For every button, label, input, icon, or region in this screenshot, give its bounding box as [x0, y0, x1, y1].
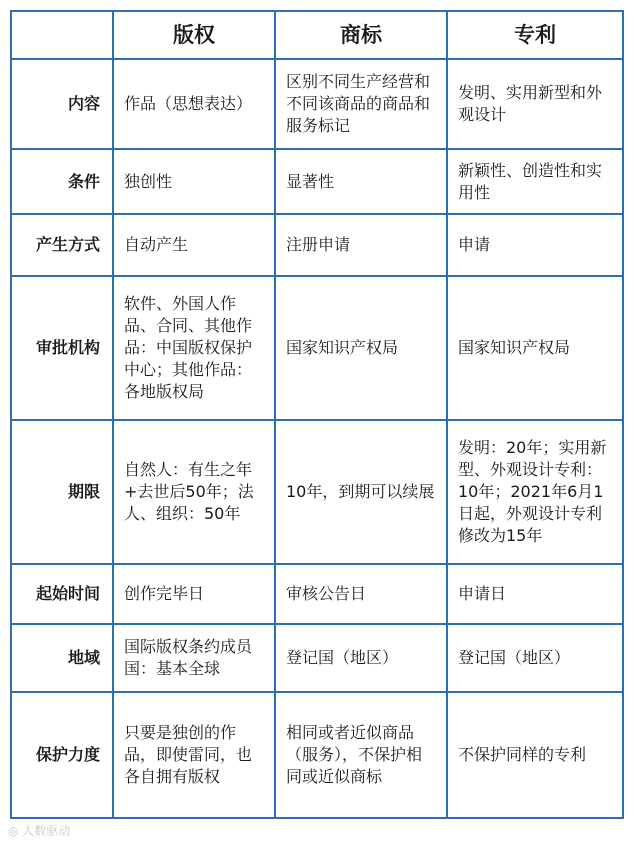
header-trademark: 商标	[275, 11, 447, 59]
table-row	[11, 692, 623, 818]
header-patent: 专利	[447, 11, 623, 59]
watermark-text: 人数驱动	[22, 824, 71, 838]
trademark-cell: 注册申请	[275, 214, 447, 276]
table-row	[11, 564, 623, 624]
copyright-cell: 创作完毕日	[113, 564, 275, 624]
watermark	[8, 822, 70, 839]
header-copyright: 版权	[113, 11, 275, 59]
trademark-cell: 国家知识产权局	[275, 276, 447, 420]
header-row	[11, 11, 623, 59]
table-row	[11, 420, 623, 564]
patent-cell: 新颖性、创造性和实用性	[447, 149, 623, 214]
patent-cell: 申请	[447, 214, 623, 276]
table-row	[11, 276, 623, 420]
patent-cell: 申请日	[447, 564, 623, 624]
row-label: 起始时间	[11, 564, 113, 624]
patent-cell: 发明、实用新型和外观设计	[447, 59, 623, 149]
row-label: 审批机构	[11, 276, 113, 420]
copyright-cell: 自然人：有生之年+去世后50年；法人、组织：50年	[113, 420, 275, 564]
trademark-cell: 审核公告日	[275, 564, 447, 624]
watermark-logo-icon: ◎	[8, 824, 23, 838]
row-label: 期限	[11, 420, 113, 564]
table-row	[11, 624, 623, 692]
row-label: 内容	[11, 59, 113, 149]
header-blank-cell	[11, 11, 113, 59]
copyright-cell: 作品（思想表达）	[113, 59, 275, 149]
patent-cell: 国家知识产权局	[447, 276, 623, 420]
copyright-cell: 软件、外国人作品、合同、其他作品：中国版权保护中心；其他作品：各地版权局	[113, 276, 275, 420]
trademark-cell: 显著性	[275, 149, 447, 214]
trademark-cell: 相同或者近似商品（服务），不保护相同或近似商标	[275, 692, 447, 818]
copyright-cell: 自动产生	[113, 214, 275, 276]
comparison-table	[10, 10, 624, 819]
patent-cell: 发明：20年；实用新型、外观设计专利：10年；2021年6月1日起，外观设计专利修改为15年	[447, 420, 623, 564]
row-label: 条件	[11, 149, 113, 214]
copyright-cell: 只要是独创的作品，即使雷同，也各自拥有版权	[113, 692, 275, 818]
row-label: 产生方式	[11, 214, 113, 276]
trademark-cell: 登记国（地区）	[275, 624, 447, 692]
table-row	[11, 214, 623, 276]
copyright-cell: 独创性	[113, 149, 275, 214]
copyright-cell: 国际版权条约成员国：基本全球	[113, 624, 275, 692]
patent-cell: 登记国（地区）	[447, 624, 623, 692]
trademark-cell: 10年，到期可以续展	[275, 420, 447, 564]
table-row	[11, 59, 623, 149]
patent-cell: 不保护同样的专利	[447, 692, 623, 818]
row-label: 地域	[11, 624, 113, 692]
table-row	[11, 149, 623, 214]
trademark-cell: 区别不同生产经营和不同该商品的商品和服务标记	[275, 59, 447, 149]
row-label: 保护力度	[11, 692, 113, 818]
